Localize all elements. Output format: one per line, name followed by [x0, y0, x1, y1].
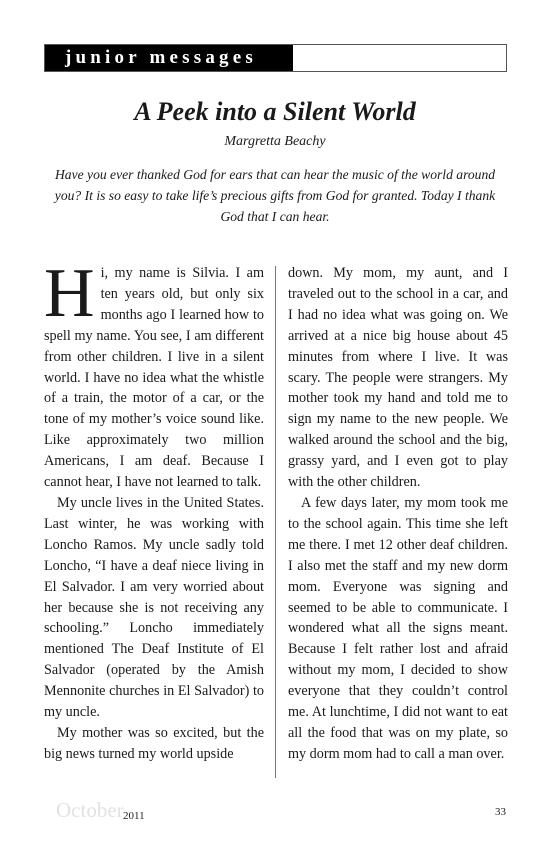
footer-month: October [56, 798, 124, 822]
paragraph: My uncle lives in the United States. Last winter, he was working with Loncho Ramos. My uncle sadly told Loncho, “I have a deaf niece living in El Salvador. I am very worried about her because she is not receiving any schooling.” Loncho immediately mentioned The Deaf Institute of El Salvador (operated by the Amish Mennonite churches in El Salvador) to my uncle. [44, 494, 264, 721]
column-divider [275, 266, 276, 778]
article-author: Margretta Beachy [224, 134, 326, 149]
section-header [44, 44, 507, 72]
left-column [44, 255, 264, 765]
paragraph: A few days later, my mom took me to the school again. This time she left me there. I met 12 other deaf children. I also met the staff and my new dorm mom. Everyone was signing and seemed to be able to communicate. I wondered what all the signs meant. Because I felt rather lost and afraid without my mom, I decided to show everyone that they couldn’t control me. At lunchtime, I did not want to eat all the food that was on my plate, so my dorm mom had to call a man over. [288, 494, 508, 762]
drop-cap: H [44, 255, 95, 332]
article-intro: Have you ever thanked God for ears that can hear the music of the world around you? It is so easy to take life’s precious gifts from God for granted. Today I thank God that I can hear. [54, 167, 496, 224]
paragraph: My mother was so excited, but the big news turned my world upside [44, 724, 264, 762]
footer-year: 2011 [123, 810, 145, 822]
paragraph [44, 255, 264, 493]
paragraph-text: i, my name is Silvia. I am ten years old, but only six months ago I learned how to spell my name. You see, I am different from other children. I live in a silent world. I have no idea what the whistle of a train, the motor of a car, or the tone of my mother’s voice sound like. Like approximately two million Americans, I am deaf. Because I cannot hear, I have not learned to talk. [44, 265, 264, 491]
right-column [288, 263, 508, 765]
page-number: 33 [495, 806, 506, 818]
paragraph: down. My mom, my aunt, and I traveled out to the school in a car, and I had no idea what was going on. We arrived at a nice big house about 45 minutes from where I live. It was scary. The people were strangers. My mother took my hand and told me to sign my name to the new people. We walked around the school and the big, grassy yard, and I even got to play with the other children. [288, 265, 508, 491]
section-label: junior messages [45, 45, 293, 71]
article-title: A Peek into a Silent World [134, 97, 416, 126]
